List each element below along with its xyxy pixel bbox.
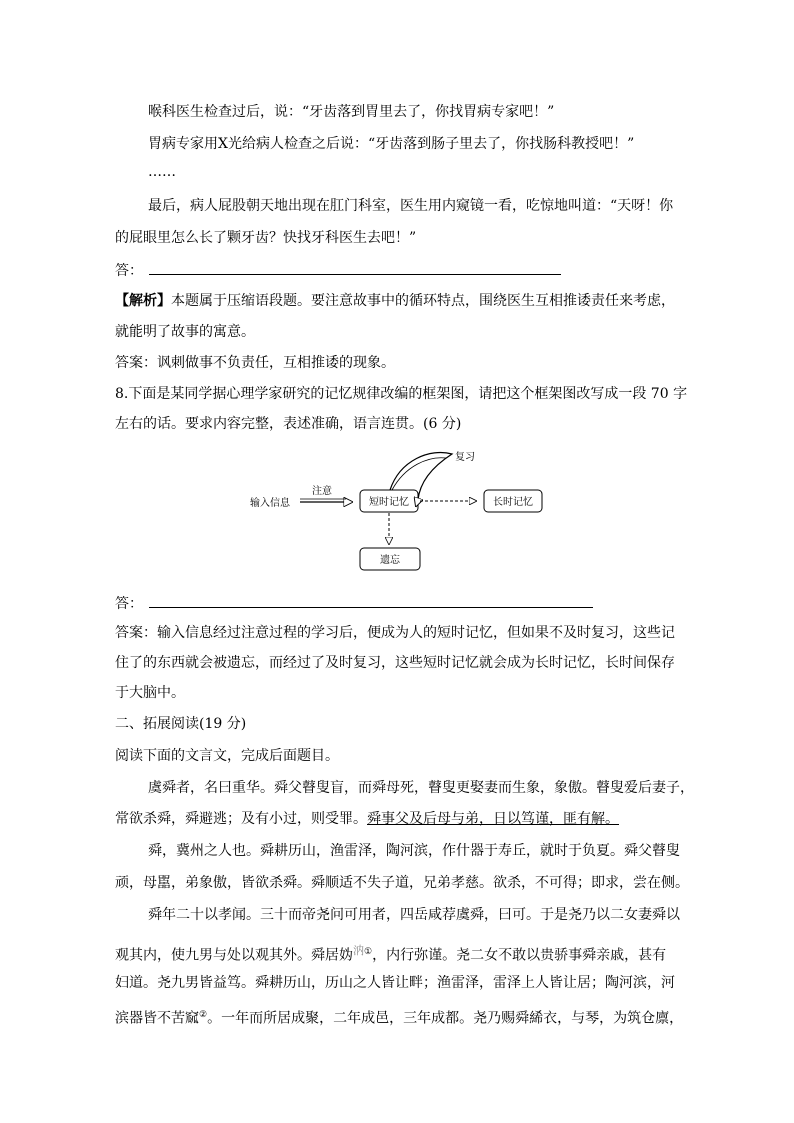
review-label: 复习 [455, 452, 475, 463]
passage-text: ，内行弥谨。尧二女不敢以贵骄事舜亲戚，甚有 [372, 947, 667, 964]
footnote-marker: ① [364, 947, 373, 957]
story-paragraph: 的屁眼里怎么长了颗牙齿？快找牙科医生去吧！” [115, 230, 417, 246]
long-term-label: 长时记忆 [493, 497, 533, 508]
q8-answer-line [115, 593, 593, 614]
section-heading: 二、拓展阅读(19 分) [115, 716, 247, 732]
q7-analysis [115, 291, 675, 311]
passage-text: 。一年而所居成聚，二年成邑，三年成都。尧乃赐舜絺衣，与琴，为筑仓廪， [207, 1010, 684, 1027]
footnote-marker: ② [199, 1010, 208, 1020]
attention-label: 注意 [312, 486, 332, 497]
review-loop-inner [392, 458, 446, 490]
q7-answer: 答案：讽刺做事不负责任，互相推诿的现象。 [115, 355, 395, 371]
answer-blank [149, 260, 561, 275]
underlined-sentence: 舜事父及后母与弟，日以笃谨，匪有解。 [367, 811, 619, 827]
passage-line: 舜年二十以孝闻。三十而帝尧问可用者，四岳咸荐虞舜，曰可。于是尧乃以二女妻舜以 [148, 907, 680, 923]
q7-analysis: 就能明了故事的寓意。 [115, 324, 255, 340]
passage-text: 常欲杀舜，舜避逃；及有小过，则受罪。 [115, 811, 367, 827]
q8-answer: 于大脑中。 [115, 685, 185, 701]
analysis-tag: 【解析】 [115, 293, 171, 309]
forget-label: 遗忘 [380, 555, 400, 566]
section-instruction: 阅读下面的文言文，完成后面题目。 [115, 748, 339, 764]
analysis-text: 本题属于压缩语段题。要注意故事中的循环特点，围绕医生互相推诿责任来考虑， [171, 293, 675, 309]
q8-answer: 住了的东西就会被遗忘，而经过了及时复习，这些短时记忆就会成为长时记忆，长时间保存 [115, 655, 675, 671]
answer-blank [149, 593, 593, 608]
passage-line: 舜，冀州之人也。舜耕历山，渔雷泽，陶河滨，作什器于寿丘，就时于负夏。舜父瞽叟 [148, 843, 680, 859]
passage-text: 滨器皆不苦窳 [115, 1010, 199, 1027]
story-paragraph: 胃病专家用X光给病人检查之后说：“牙齿落到肠子里去了，你找肠科教授吧！” [148, 136, 635, 152]
passage-line [115, 941, 666, 966]
q8-prompt: 8.下面是某同学据心理学家研究的记忆规律改编的框架图，请把这个框架图改写成一段 70 字 [115, 386, 688, 402]
q8-answer: 答案：输入信息经过注意过程的学习后，便成为人的短时记忆，但如果不及时复习，这些记 [115, 625, 675, 641]
input-label: 输入信息 [250, 498, 290, 509]
q7-answer-line [115, 260, 561, 281]
passage-line: 虞舜者，名曰重华。舜父瞽叟盲，而舜母死，瞽叟更娶妻而生象，象傲。瞽叟爱后妻子， [148, 780, 694, 796]
story-paragraph: 喉科医生检查过后，说：“牙齿落到胃里去了，你找胃病专家吧！” [148, 104, 555, 120]
memory-diagram [240, 440, 560, 575]
passage-text: 观其内，使九男与处以观其外。舜居妫 [115, 947, 353, 964]
story-paragraph: 最后，病人屁股朝天地出现在肛门科室，医生用内窥镜一看，吃惊地叫道：“天呀！你 [148, 198, 674, 214]
passage-line: 顽，母嚚，弟象傲，皆欲杀舜。舜顺适不失子道，兄弟孝慈。欲杀，不可得；即求，尝在侧。 [115, 875, 689, 891]
gloss-char: 汭 [353, 944, 364, 957]
story-ellipsis: …… [148, 164, 176, 180]
answer-label: 答： [115, 596, 143, 612]
passage-line [115, 809, 619, 829]
answer-label: 答： [115, 263, 143, 279]
q8-prompt: 左右的话。要求内容完整，表述准确，语言连贯。(6 分) [115, 416, 462, 432]
short-term-label: 短时记忆 [369, 497, 409, 508]
passage-line: 妇道。尧九男皆益笃。舜耕历山，历山之人皆让畔；渔雷泽，雷泽上人皆让居；陶河滨，河 [115, 975, 675, 991]
passage-line [115, 1005, 683, 1029]
